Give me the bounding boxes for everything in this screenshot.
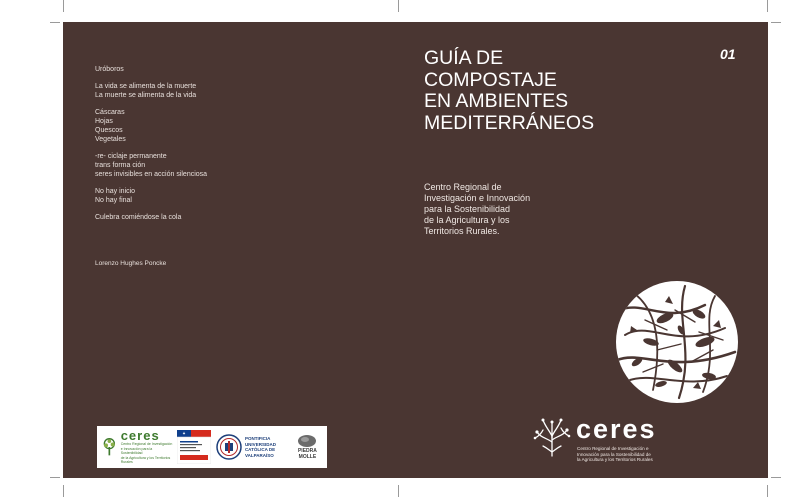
poem-line: trans forma ción (95, 162, 146, 169)
book-cover-spread (63, 22, 768, 478)
pucv-logo (216, 430, 288, 464)
poem-line: Quescos (95, 127, 123, 134)
ceres-main-logo (531, 414, 681, 466)
stone-icon (297, 434, 317, 448)
tree-icon (101, 436, 118, 458)
poem-author: Lorenzo Hughes Poncke (95, 260, 167, 267)
crop-mark (63, 485, 64, 497)
crop-mark (398, 485, 399, 497)
piedra-molle-name: PIEDRA MOLLE (297, 448, 317, 460)
crop-mark (767, 0, 768, 12)
poem-line: No hay final (95, 197, 132, 204)
volume-number: 01 (720, 46, 736, 62)
poem-stanza (95, 213, 355, 222)
partner-logos (97, 426, 327, 468)
poem-line: No hay inicio (95, 188, 136, 195)
crop-mark (50, 22, 60, 23)
poem-line: Culebra comiéndose la cola (95, 214, 182, 221)
poem-stanza (95, 152, 355, 179)
crop-mark (63, 0, 64, 12)
government-emblem-icon (177, 430, 211, 464)
piedra-molle-logo (292, 430, 323, 464)
poem-line: seres invisibles en acción silenciosa (95, 171, 208, 178)
ceres-wordmark: ceres (120, 428, 160, 444)
poem-stanza (95, 187, 355, 205)
crop-mark (767, 485, 768, 497)
poem-line: Hojas (95, 118, 113, 125)
poem-stanza (95, 108, 355, 144)
poem-stanza (95, 82, 355, 100)
poem-line: Cáscaras (95, 109, 125, 116)
compost-circle-illustration (615, 280, 739, 404)
crop-mark (50, 477, 60, 478)
cover-subtitle: Centro Regional de Investigación e Innovación para la Sostenibilidad de la Agricultura y los Territorios Rurales. (424, 182, 531, 236)
cover-title: GUÍA DE COMPOSTAJE EN AMBIENTES MEDITERRÁNEOS (424, 47, 595, 134)
government-logo (177, 430, 212, 464)
poem-line: Vegetales (95, 136, 126, 143)
poem-line: La vida se alimenta de la muerte (95, 83, 197, 90)
ceres-wordmark: ceres (576, 414, 657, 444)
poem-line: La muerte se alimenta de la vida (95, 92, 197, 99)
ceres-tagline: Centro Regional de Investigación e Innovación para la Sostenibilidad de la Agricultura y los Territorios Rurales (577, 446, 653, 463)
university-seal-icon (216, 434, 242, 460)
ceres-tagline: Centro Regional de Investigación e Innovación para la Sostenibilidad de la Agricultura y los Territorios Rurales (120, 442, 173, 465)
pucv-name: PONTIFICIA UNIVERSIDAD CATÓLICA DE VALPARAÍSO (244, 436, 276, 458)
poem (95, 65, 355, 230)
poem-line: -re- ciclaje permanente (95, 153, 167, 160)
crop-mark (398, 0, 399, 12)
tree-icon (531, 416, 573, 458)
crop-mark (771, 477, 781, 478)
ceres-logo (101, 430, 173, 464)
crop-mark (771, 22, 781, 23)
poem-title: Uróboros (95, 66, 124, 73)
